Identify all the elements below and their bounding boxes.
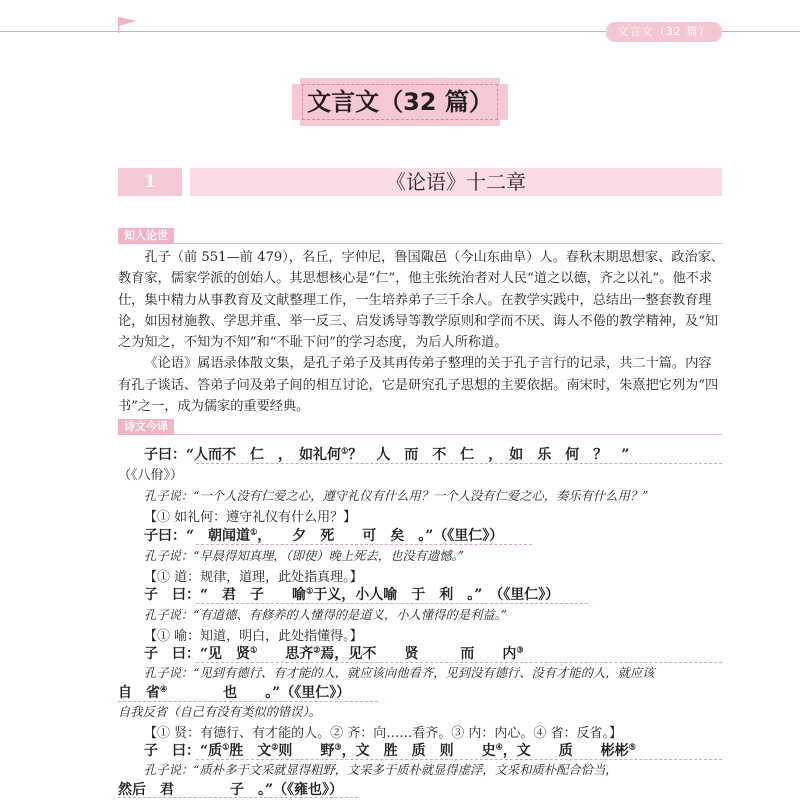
- chapter-title: 《论语》十二章: [190, 168, 722, 196]
- translation-line: 自我反省（自己有没有类似的错误）。: [118, 705, 321, 719]
- translation-line: 孔子说：“质朴多于文采就显得粗野，文采多于质朴就显得虚浮，文采和质朴配合恰当，: [144, 763, 618, 777]
- original-line: 子 曰：“见 贤① 思齐②焉，见不 贤 而 内③: [144, 644, 524, 662]
- original-line: 子 曰：“ 君 子 喻①于义，小人喻 于 利 。” （《里仁》）: [144, 585, 560, 603]
- translation-line: 孔子说：“有道德、有修养的人懂得的是道义，小人懂得的是利益。”: [144, 608, 508, 622]
- badge-translation: 诗文今译: [118, 419, 174, 435]
- chapter-number: 1: [118, 168, 182, 196]
- underline: [196, 463, 722, 464]
- section-title: 文言文（32 篇）: [307, 88, 493, 116]
- underline: [118, 797, 358, 798]
- annotation: 【① 贤：有德行、有才能的人。② 齐：向……看齐。③ 内：内心。④ 省：反省。】: [144, 726, 623, 741]
- author-intro: [118, 247, 724, 417]
- annotation: 【① 道：规律，道理，此处指真理。】: [144, 570, 363, 585]
- underline: [196, 544, 532, 545]
- original-line: 子曰：“ 朝闻道①， 夕 死 可 矣 。”（《里仁》）: [144, 526, 504, 544]
- badge-rule: [118, 243, 722, 244]
- source-note: （《八佾》）: [118, 468, 184, 483]
- original-line: 自 省④ 也 。”（《里仁》）: [118, 683, 351, 701]
- section-title-banner: [292, 78, 508, 126]
- translation-line: 孔子说：“早晨得知真理，（即使）晚上死去，也没有遗憾。”: [144, 549, 464, 563]
- translation-line: 孔子说：“见到有德行、有才能的人，就应该向他看齐，见到没有德行、没有才能的人，就应该: [144, 666, 655, 680]
- intro-paragraph: 《论语》属语录体散文集，是孔子弟子及其再传弟子整理的关于孔子言行的记录，共二十篇。内容有孔子谈话、答弟子问及弟子间的相互讨论，它是研究孔子思想的主要依据。南宋时，朱熹把它列为“四书”之一，成为儒家的重要经典。: [118, 356, 719, 415]
- original-line: 子曰：“人而不 仁 ， 如礼何①？ 人 而 不 仁 ， 如 乐 何 ？ ”: [144, 445, 630, 463]
- translation-line: 孔子说：“一个人没有仁爱之心，遵守礼仪有什么用？一个人没有仁爱之心，奏乐有什么用？”: [144, 489, 649, 503]
- original-line: 子 曰：“质①胜 文②则 野③，文 胜 质 则 史④，文 质 彬彬⑤: [144, 741, 636, 759]
- annotation: 【① 如礼何：遵守礼仪有什么用？】: [144, 510, 357, 525]
- intro-paragraph: 孔子（前 551—前 479），名丘，字仲尼，鲁国陬邑（今山东曲阜）人。春秋末期思想家、政治家、教育家，儒家学派的创始人。其思想核心是“仁”，他主张统治者对人民“道之以德，齐之以礼”。他不求仕，集中精力从事教育及文献整理工作，一生培养弟子三千余人。在教学实践中，总结出一整套教育理论，如因材施教、学思并重、举一反三、启发诱导等教学原则和学而不厌、诲人不倦的教学精神，及“知之为知之，不知为不知”和“不耻下问”的学习态度，为后人所称道。: [118, 250, 725, 351]
- header-section-tab: 文言文（32 篇）: [606, 22, 722, 42]
- flag-icon: [117, 16, 139, 34]
- original-line: 然后 君 子 。”（《雍也》）: [118, 782, 344, 798]
- badge-about-author: 知人论世: [118, 228, 174, 244]
- underline: [196, 603, 588, 604]
- badge-rule: [118, 434, 722, 435]
- annotation: 【① 喻：知道，明白，此处指懂得。】: [144, 629, 363, 644]
